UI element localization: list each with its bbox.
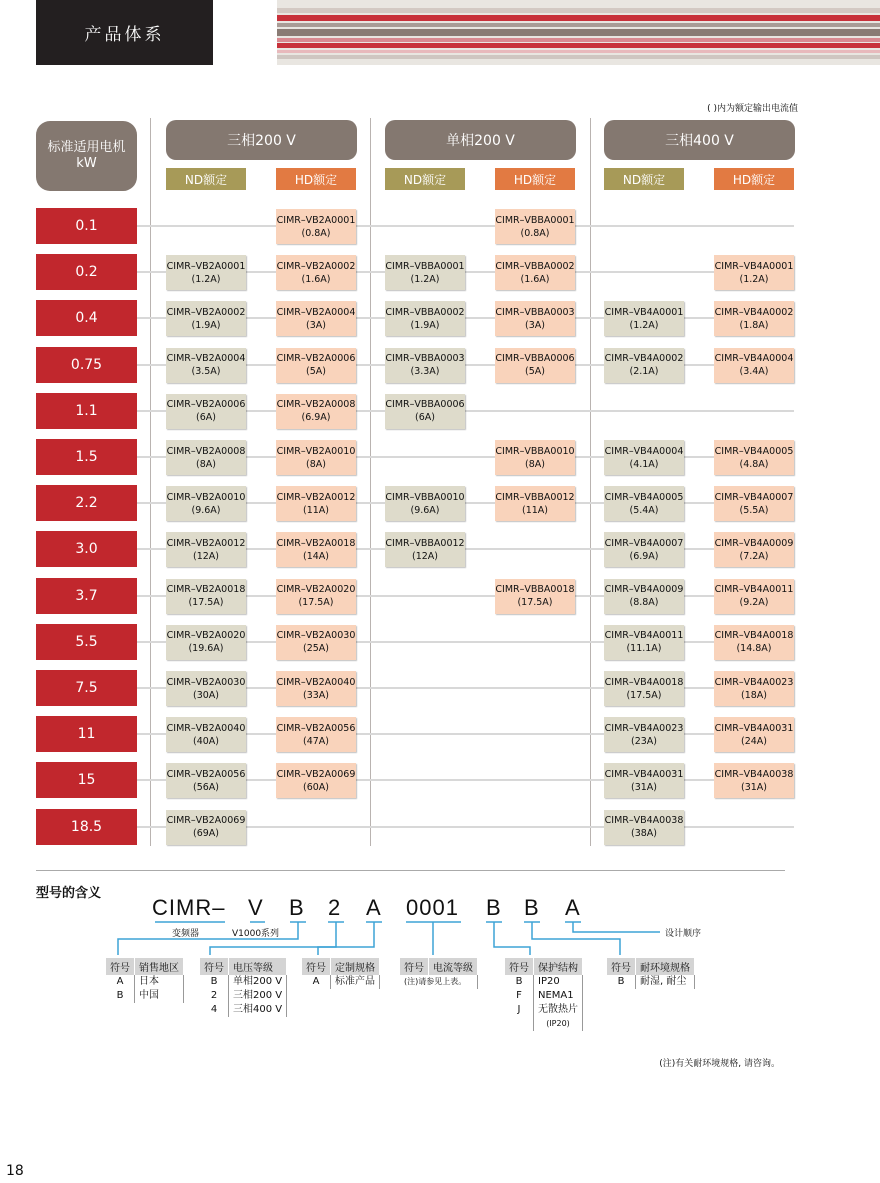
rated-current: (9.6A) bbox=[191, 504, 221, 516]
hd-rating-label: HD额定 bbox=[714, 168, 794, 190]
model-cell bbox=[166, 717, 246, 752]
model-code: CIMR–VB4A0031 bbox=[714, 722, 794, 734]
model-cell bbox=[276, 717, 356, 752]
rated-current: (3.3A) bbox=[410, 366, 440, 378]
group-3ph-400v: 三相400 V bbox=[604, 120, 795, 160]
model-code: CIMR–VB2A0030 bbox=[276, 630, 356, 642]
model-cell bbox=[714, 671, 794, 706]
model-cell bbox=[495, 209, 575, 244]
rated-current: (4.1A) bbox=[629, 458, 659, 470]
rated-current: (38A) bbox=[631, 828, 657, 840]
model-cell bbox=[604, 301, 684, 336]
rated-current: (1.2A) bbox=[739, 273, 769, 285]
model-code: CIMR–VB4A0001 bbox=[714, 260, 794, 272]
column-divider bbox=[150, 118, 151, 846]
model-cell bbox=[276, 486, 356, 521]
column-divider bbox=[370, 118, 371, 846]
code-region: B bbox=[289, 895, 305, 920]
rated-current: (31A) bbox=[741, 781, 767, 793]
rated-current: (1.2A) bbox=[191, 273, 221, 285]
label-inverter: 变频器 bbox=[172, 929, 200, 939]
model-code: CIMR–VB4A0001 bbox=[604, 306, 684, 318]
rated-current: (6A) bbox=[196, 412, 216, 424]
model-code: CIMR–VB4A0004 bbox=[604, 445, 684, 457]
code-connector-lines bbox=[0, 915, 880, 960]
rated-current: (0.8A) bbox=[301, 227, 331, 239]
model-cell bbox=[495, 255, 575, 290]
code-voltage: 2 bbox=[328, 895, 342, 920]
kw-label: 2.2 bbox=[36, 485, 137, 521]
rated-current: (3.5A) bbox=[191, 366, 221, 378]
model-cell bbox=[385, 394, 465, 429]
model-cell bbox=[714, 255, 794, 290]
model-cell bbox=[604, 810, 684, 845]
model-code: CIMR–VB4A0023 bbox=[604, 722, 684, 734]
model-cell bbox=[714, 486, 794, 521]
rated-current: (17.5A) bbox=[517, 597, 553, 609]
model-code: CIMR–VB4A0038 bbox=[604, 815, 684, 827]
model-cell bbox=[276, 301, 356, 336]
rated-current: (8A) bbox=[306, 458, 326, 470]
kw-label: 3.0 bbox=[36, 531, 137, 567]
code-environment: B bbox=[524, 895, 540, 920]
model-code: CIMR–VB4A0005 bbox=[714, 445, 794, 457]
rated-current: (5A) bbox=[306, 366, 326, 378]
environment-note: (注)有关耐环境规格, 请咨询。 bbox=[659, 1059, 780, 1069]
model-cell bbox=[714, 763, 794, 798]
model-code: CIMR–VBBA0002 bbox=[495, 260, 575, 272]
model-cell bbox=[714, 625, 794, 660]
rated-current: (5.5A) bbox=[739, 504, 769, 516]
model-code: CIMR–VB2A0040 bbox=[166, 722, 246, 734]
kw-label: 15 bbox=[36, 762, 137, 798]
rated-current: (24A) bbox=[741, 735, 767, 747]
model-code: CIMR–VB4A0004 bbox=[714, 353, 794, 365]
kw-label: 7.5 bbox=[36, 670, 137, 706]
model-code: CIMR–VB4A0002 bbox=[604, 353, 684, 365]
environment-table: 符号 耐环境规格 B 耐湿, 耐尘 bbox=[607, 958, 695, 989]
protection-table: 符号 保护结构 B IP20 F NEMA1 J 无散热片 (IP20) bbox=[505, 958, 583, 1031]
model-cell bbox=[714, 717, 794, 752]
model-cell bbox=[714, 301, 794, 336]
model-cell bbox=[714, 532, 794, 567]
code-prefix: CIMR– bbox=[152, 895, 226, 920]
model-code: CIMR–VBBA0003 bbox=[495, 306, 575, 318]
model-cell bbox=[276, 671, 356, 706]
model-code: CIMR–VBBA0010 bbox=[495, 445, 575, 457]
rated-current: (1.2A) bbox=[629, 319, 659, 331]
rated-current: (3.4A) bbox=[739, 366, 769, 378]
rated-current: (33A) bbox=[303, 689, 329, 701]
rated-current: (6.9A) bbox=[629, 550, 659, 562]
model-code: CIMR–VB2A0004 bbox=[166, 353, 246, 365]
model-code: CIMR–VB2A0056 bbox=[166, 768, 246, 780]
rated-current: (2.1A) bbox=[629, 366, 659, 378]
rated-current: (8A) bbox=[525, 458, 545, 470]
rated-current: (69A) bbox=[193, 828, 219, 840]
model-cell bbox=[166, 301, 246, 336]
model-cell bbox=[276, 579, 356, 614]
rated-current: (8A) bbox=[196, 458, 216, 470]
group-1ph-200v: 单相200 V bbox=[385, 120, 576, 160]
rated-current: (9.2A) bbox=[739, 597, 769, 609]
motor-header-line1: 标准适用电机 bbox=[47, 140, 126, 155]
model-cell bbox=[276, 255, 356, 290]
motor-header-line2: kW bbox=[76, 156, 97, 171]
code-custom: A bbox=[366, 895, 382, 920]
rated-current: (17.5A) bbox=[298, 597, 334, 609]
model-cell bbox=[495, 348, 575, 383]
model-code: CIMR–VBBA0003 bbox=[385, 353, 465, 365]
model-cell bbox=[276, 625, 356, 660]
model-code: CIMR–VBBA0001 bbox=[385, 260, 465, 272]
rated-current: (18A) bbox=[741, 689, 767, 701]
model-cell bbox=[385, 301, 465, 336]
kw-label: 3.7 bbox=[36, 578, 137, 614]
model-code: CIMR–VBBA0012 bbox=[385, 537, 465, 549]
rated-current: (4.8A) bbox=[739, 458, 769, 470]
model-cell bbox=[166, 671, 246, 706]
section-title: 产品体系 bbox=[36, 0, 213, 65]
model-meaning-title: 型号的含义 bbox=[36, 886, 102, 901]
model-code: CIMR–VB4A0009 bbox=[604, 584, 684, 596]
model-code: CIMR–VB4A0007 bbox=[604, 537, 684, 549]
kw-label: 18.5 bbox=[36, 809, 137, 845]
model-cell bbox=[385, 348, 465, 383]
model-cell bbox=[604, 763, 684, 798]
rated-current: (3A) bbox=[306, 319, 326, 331]
hd-rating-label: HD额定 bbox=[276, 168, 356, 190]
model-code: CIMR–VBBA0001 bbox=[495, 214, 575, 226]
nd-rating-label: ND额定 bbox=[166, 168, 246, 190]
model-cell bbox=[604, 717, 684, 752]
rated-current: (8.8A) bbox=[629, 597, 659, 609]
model-code: CIMR–VB2A0001 bbox=[276, 214, 356, 226]
model-code: CIMR–VB2A0030 bbox=[166, 676, 246, 688]
rated-current: (0.8A) bbox=[520, 227, 550, 239]
model-cell bbox=[276, 763, 356, 798]
rated-current: (7.2A) bbox=[739, 550, 769, 562]
model-cell bbox=[604, 625, 684, 660]
rated-current: (1.9A) bbox=[410, 319, 440, 331]
model-code: CIMR–VBBA0006 bbox=[385, 399, 465, 411]
group-3ph-200v: 三相200 V bbox=[166, 120, 357, 160]
rated-current: (11A) bbox=[303, 504, 329, 516]
rated-current: (12A) bbox=[193, 550, 219, 562]
kw-label: 0.75 bbox=[36, 347, 137, 383]
model-cell bbox=[385, 255, 465, 290]
model-cell bbox=[276, 348, 356, 383]
column-divider bbox=[590, 118, 591, 846]
kw-label: 5.5 bbox=[36, 624, 137, 660]
rated-current: (5A) bbox=[525, 366, 545, 378]
rated-current: (31A) bbox=[631, 781, 657, 793]
model-cell bbox=[166, 532, 246, 567]
model-code: CIMR–VB2A0012 bbox=[166, 537, 246, 549]
kw-label: 11 bbox=[36, 716, 137, 752]
model-code: CIMR–VB2A0056 bbox=[276, 722, 356, 734]
model-code: CIMR–VB4A0018 bbox=[604, 676, 684, 688]
model-code: CIMR–VB2A0008 bbox=[166, 445, 246, 457]
model-code: CIMR–VB2A0006 bbox=[276, 353, 356, 365]
model-cell bbox=[604, 348, 684, 383]
model-cell bbox=[166, 763, 246, 798]
code-design: A bbox=[565, 895, 581, 920]
rated-current: (1.6A) bbox=[520, 273, 550, 285]
model-code: CIMR–VBBA0010 bbox=[385, 491, 465, 503]
rated-current: (9.6A) bbox=[410, 504, 440, 516]
model-code: CIMR–VB2A0001 bbox=[166, 260, 246, 272]
model-cell bbox=[604, 486, 684, 521]
model-cell bbox=[604, 440, 684, 475]
model-code: CIMR–VBBA0012 bbox=[495, 491, 575, 503]
nd-rating-label: ND额定 bbox=[604, 168, 684, 190]
rated-current: (6.9A) bbox=[301, 412, 331, 424]
model-cell bbox=[166, 625, 246, 660]
model-cell bbox=[495, 301, 575, 336]
current-table: 符号 电流等级 (注)请参见上表。 bbox=[400, 958, 478, 989]
model-code: CIMR–VBBA0018 bbox=[495, 584, 575, 596]
model-code: CIMR–VB4A0031 bbox=[604, 768, 684, 780]
label-series: V1000系列 bbox=[232, 929, 280, 939]
rated-current: (17.5A) bbox=[626, 689, 662, 701]
region-table: 符号 销售地区 A 日本 B 中国 bbox=[106, 958, 184, 1003]
rated-current: (1.2A) bbox=[410, 273, 440, 285]
rated-current: (11.1A) bbox=[626, 643, 662, 655]
model-code: CIMR–VB2A0018 bbox=[166, 584, 246, 596]
model-cell bbox=[166, 255, 246, 290]
rated-current: (1.8A) bbox=[739, 319, 769, 331]
kw-label: 0.4 bbox=[36, 300, 137, 336]
rated-current: (12A) bbox=[412, 550, 438, 562]
page-number: 18 bbox=[6, 1163, 24, 1179]
model-code: CIMR–VB4A0011 bbox=[714, 584, 794, 596]
model-cell bbox=[166, 810, 246, 845]
kw-label: 0.2 bbox=[36, 254, 137, 290]
model-cell bbox=[276, 209, 356, 244]
model-cell bbox=[166, 579, 246, 614]
rated-current: (23A) bbox=[631, 735, 657, 747]
kw-label: 0.1 bbox=[36, 208, 137, 244]
model-code: CIMR–VB4A0011 bbox=[604, 630, 684, 642]
model-code: CIMR–VBBA0002 bbox=[385, 306, 465, 318]
code-protection: B bbox=[486, 895, 502, 920]
model-code: CIMR–VB2A0010 bbox=[276, 445, 356, 457]
model-code: CIMR–VB4A0023 bbox=[714, 676, 794, 688]
decorative-stripes bbox=[277, 0, 880, 65]
model-cell bbox=[385, 486, 465, 521]
model-cell bbox=[276, 532, 356, 567]
model-code: CIMR–VB2A0069 bbox=[276, 768, 356, 780]
model-code: CIMR–VB2A0008 bbox=[276, 399, 356, 411]
model-code: CIMR–VB2A0040 bbox=[276, 676, 356, 688]
rated-current: (1.6A) bbox=[301, 273, 331, 285]
rated-current: (56A) bbox=[193, 781, 219, 793]
model-cell bbox=[385, 532, 465, 567]
divider bbox=[36, 870, 785, 871]
rated-current-note: ( )内为额定输出电流值 bbox=[707, 104, 798, 114]
model-code: CIMR–VB4A0038 bbox=[714, 768, 794, 780]
model-code: CIMR–VB2A0002 bbox=[276, 260, 356, 272]
rated-current: (40A) bbox=[193, 735, 219, 747]
model-code: CIMR–VB2A0069 bbox=[166, 815, 246, 827]
model-code: CIMR–VB2A0006 bbox=[166, 399, 246, 411]
model-cell bbox=[714, 348, 794, 383]
model-code: CIMR–VB2A0018 bbox=[276, 537, 356, 549]
model-cell bbox=[495, 579, 575, 614]
rated-current: (3A) bbox=[525, 319, 545, 331]
code-current: 0001 bbox=[406, 895, 459, 920]
rated-current: (25A) bbox=[303, 643, 329, 655]
model-cell bbox=[166, 486, 246, 521]
model-cell bbox=[714, 440, 794, 475]
rated-current: (19.6A) bbox=[188, 643, 224, 655]
model-cell bbox=[714, 579, 794, 614]
model-code: CIMR–VB4A0018 bbox=[714, 630, 794, 642]
model-code: CIMR–VB2A0020 bbox=[276, 584, 356, 596]
model-code: CIMR–VB4A0007 bbox=[714, 491, 794, 503]
nd-rating-label: ND额定 bbox=[385, 168, 465, 190]
model-cell bbox=[495, 486, 575, 521]
kw-label: 1.5 bbox=[36, 439, 137, 475]
hd-rating-label: HD额定 bbox=[495, 168, 575, 190]
model-cell bbox=[495, 440, 575, 475]
rated-current: (17.5A) bbox=[188, 597, 224, 609]
voltage-table: 符号 电压等级 B 单相200 V 2 三相200 V 4 三相400 V bbox=[200, 958, 287, 1017]
rated-current: (30A) bbox=[193, 689, 219, 701]
motor-kw-header bbox=[36, 121, 137, 191]
rated-current: (11A) bbox=[522, 504, 548, 516]
custom-spec-table: 符号 定制规格 A 标准产品 bbox=[302, 958, 380, 989]
kw-label: 1.1 bbox=[36, 393, 137, 429]
model-cell bbox=[604, 579, 684, 614]
model-code: CIMR–VB4A0002 bbox=[714, 306, 794, 318]
rated-current: (6A) bbox=[415, 412, 435, 424]
model-code: CIMR–VB2A0012 bbox=[276, 491, 356, 503]
model-code: CIMR–VB4A0005 bbox=[604, 491, 684, 503]
rated-current: (14.8A) bbox=[736, 643, 772, 655]
model-cell bbox=[604, 671, 684, 706]
code-series: V bbox=[248, 895, 264, 920]
model-code: CIMR–VB2A0020 bbox=[166, 630, 246, 642]
model-code: CIMR–VB2A0002 bbox=[166, 306, 246, 318]
model-code: CIMR–VB4A0009 bbox=[714, 537, 794, 549]
rated-current: (47A) bbox=[303, 735, 329, 747]
model-cell bbox=[166, 394, 246, 429]
model-cell bbox=[276, 394, 356, 429]
model-code: CIMR–VB2A0004 bbox=[276, 306, 356, 318]
model-code: CIMR–VBBA0006 bbox=[495, 353, 575, 365]
rated-current: (1.9A) bbox=[191, 319, 221, 331]
row-guide-line bbox=[137, 225, 794, 227]
rated-current: (5.4A) bbox=[629, 504, 659, 516]
label-design-order: 设计顺序 bbox=[665, 929, 702, 939]
rated-current: (14A) bbox=[303, 550, 329, 562]
model-cell bbox=[166, 348, 246, 383]
model-cell bbox=[276, 440, 356, 475]
model-cell bbox=[166, 440, 246, 475]
rated-current: (60A) bbox=[303, 781, 329, 793]
model-code: CIMR–VB2A0010 bbox=[166, 491, 246, 503]
model-cell bbox=[604, 532, 684, 567]
